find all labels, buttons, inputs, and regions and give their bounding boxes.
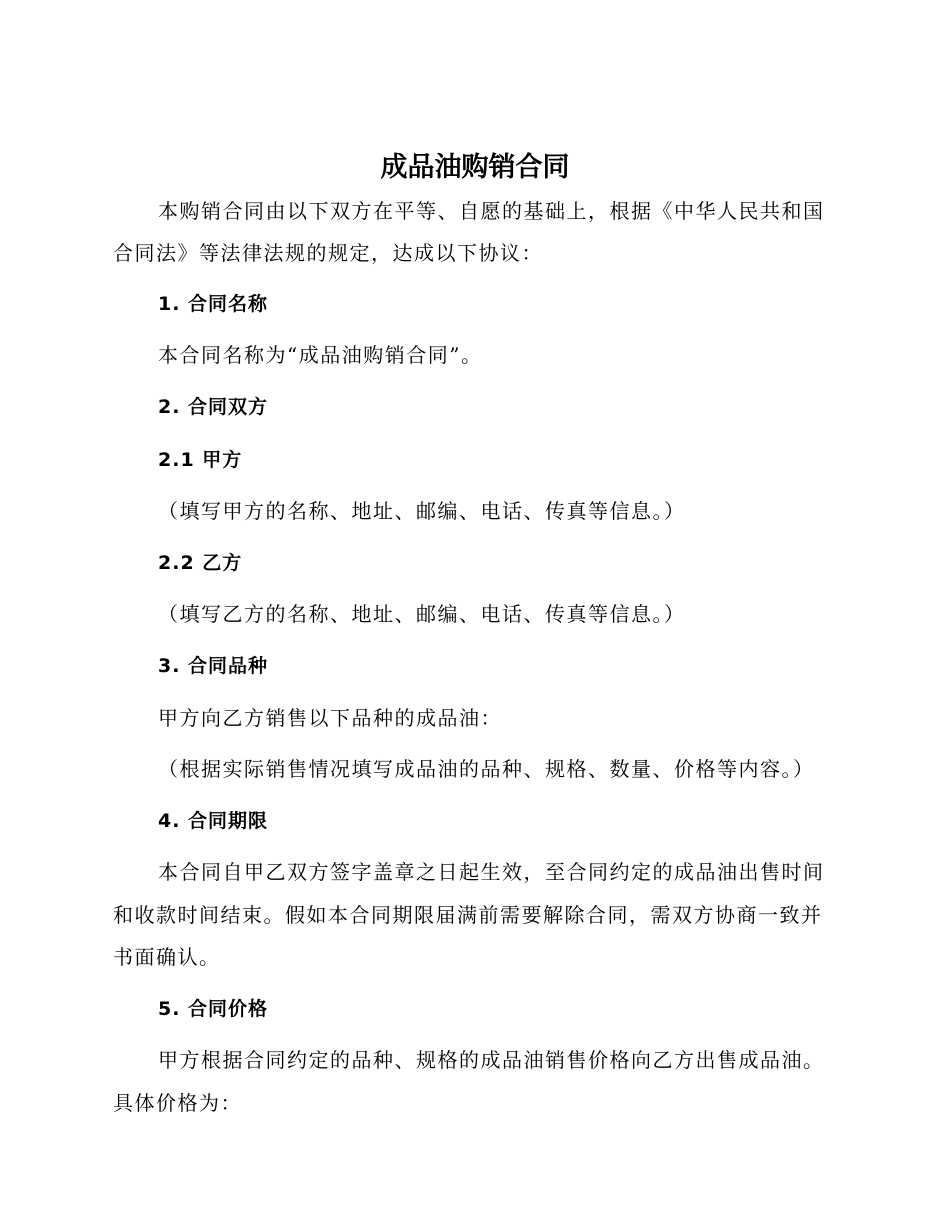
party-a-heading: 2.1 甲方: [158, 449, 243, 471]
section-4-heading: 4. 合同期限: [158, 810, 269, 832]
party-b-body: （填写乙方的名称、地址、邮编、电话、传真等信息。）: [158, 602, 686, 626]
section-1-heading: 1. 合同名称: [158, 293, 269, 315]
section-4-line-1: 本合同自甲乙双方签字盖章之日起生效，至合同约定的成品油出售时间: [158, 860, 825, 884]
section-3-heading: 3. 合同品种: [158, 655, 269, 677]
intro-line-1: 本购销合同由以下双方在平等、自愿的基础上，根据《中华人民共和国: [158, 199, 825, 223]
section-4-line-3: 书面确认。: [113, 945, 221, 969]
intro-line-2: 合同法》等法律法规的规定，达成以下协议：: [113, 241, 543, 265]
section-3-body-1: 甲方向乙方销售以下品种的成品油：: [158, 706, 502, 730]
section-5-line-1: 甲方根据合同约定的品种、规格的成品油销售价格向乙方出售成品油。: [158, 1048, 825, 1072]
section-2-heading: 2. 合同双方: [158, 396, 269, 418]
party-b-heading: 2.2 乙方: [158, 552, 243, 574]
section-5-line-2: 具体价格为：: [113, 1091, 242, 1115]
section-1-body: 本合同名称为“成品油购销合同”。: [158, 343, 483, 367]
section-5-heading: 5. 合同价格: [158, 998, 269, 1020]
section-3-body-2: （根据实际销售情况填写成品油的品种、规格、数量、价格等内容。）: [158, 757, 815, 781]
section-4-line-2: 和收款时间结束。假如本合同期限届满前需要解除合同，需双方协商一致并: [113, 903, 823, 927]
document-title: 成品油购销合同: [380, 152, 570, 183]
party-a-body: （填写甲方的名称、地址、邮编、电话、传真等信息。）: [158, 499, 686, 523]
